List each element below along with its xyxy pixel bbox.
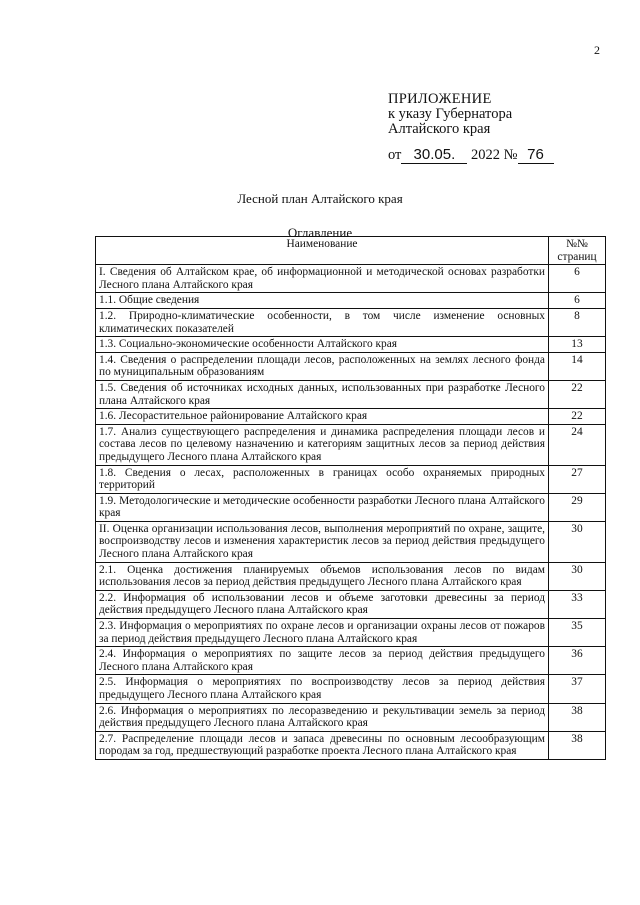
toc-caption: Оглавление <box>287 225 353 240</box>
toc-row-title: 2.6. Информация о мероприятиях по лесоразведению и рекультивации земель за период действия предыдущего Лесного плана Алтайского края <box>96 703 549 731</box>
toc-row-page: 27 <box>549 465 606 493</box>
toc-row-page: 24 <box>549 424 606 465</box>
toc-row-title: 1.3. Социально-экономические особенности Алтайского края <box>96 337 549 353</box>
order-from-label: от <box>388 147 402 163</box>
order-year: 2022 <box>471 147 501 163</box>
toc-row-page: 22 <box>549 409 606 425</box>
toc-row <box>96 409 606 425</box>
toc-row <box>96 380 606 408</box>
order-number-label: № <box>503 147 518 163</box>
toc-col-pages-line2: страниц <box>557 250 597 263</box>
toc-row <box>96 521 606 562</box>
approval-line-2: к указу Губернатора <box>388 106 513 122</box>
toc-row-page: 29 <box>549 493 606 521</box>
toc-row <box>96 493 606 521</box>
order-number: 76 <box>518 146 554 164</box>
order-line <box>388 146 554 164</box>
toc-row <box>96 590 606 618</box>
toc-row-title: 2.7. Распределение площади лесов и запаса древесины по основным лесообразующим породам за год, предшествующий разработке проекта Лесного плана Алтайского края <box>96 731 549 759</box>
toc-row-title: I. Сведения об Алтайском крае, об информационной и методической основах разработки Лесного плана Алтайского края <box>96 265 549 293</box>
toc-row-page: 14 <box>549 352 606 380</box>
toc-row-page: 38 <box>549 703 606 731</box>
approval-line-3: Алтайского края <box>388 121 491 137</box>
toc-row-title: II. Оценка организации использования лесов, выполнения мероприятий по охране, защите, воспроизводству лесов и изменения характеристик лесов за период действия предыдущего Лесного плана Алтайского края <box>96 521 549 562</box>
toc-row-title: 2.3. Информация о мероприятиях по охране лесов и организации охраны лесов от пожаров за период действия предыдущего Лесного плана Алтайского края <box>96 619 549 647</box>
toc-row <box>96 675 606 703</box>
toc-row-title: 1.1. Общие сведения <box>96 293 549 309</box>
toc-row <box>96 465 606 493</box>
approval-block <box>388 92 512 137</box>
toc-col-name: Наименование <box>96 237 549 265</box>
toc-row <box>96 731 606 759</box>
toc-row-title: 2.1. Оценка достижения планируемых объемов использования лесов по видам использования лесов за период действия предыдущего Лесного плана Алтайского края <box>96 562 549 590</box>
toc-table <box>95 236 606 760</box>
toc-row-title: 1.4. Сведения о распределении площади лесов, расположенных на землях лесного фонда по муниципальным образованиям <box>96 352 549 380</box>
toc-row-page: 37 <box>549 675 606 703</box>
toc-row-title: 1.9. Методологические и методические особенности разработки Лесного плана Алтайского края <box>96 493 549 521</box>
toc-row <box>96 265 606 293</box>
toc-row <box>96 424 606 465</box>
toc-row-title: 1.6. Лесорастительное районирование Алтайского края <box>96 409 549 425</box>
toc-row-title: 1.7. Анализ существующего распределения и динамика распределения площади лесов и состава лесов по целевому назначению и категориям защитных лесов за период действия предыдущего Лесного плана Алтайского края <box>96 424 549 465</box>
toc-row-page: 38 <box>549 731 606 759</box>
toc-row-page: 30 <box>549 521 606 562</box>
toc-row-page: 13 <box>549 337 606 353</box>
toc-row <box>96 337 606 353</box>
toc-row-title: 1.5. Сведения об источниках исходных данных, использованных при разработке Лесного плана Алтайского края <box>96 380 549 408</box>
approval-title: ПРИЛОЖЕНИЕ <box>388 91 492 107</box>
toc-row <box>96 703 606 731</box>
toc-row-page: 6 <box>549 265 606 293</box>
toc-row-page: 22 <box>549 380 606 408</box>
toc-row-page: 6 <box>549 293 606 309</box>
toc-col-pages <box>549 237 606 265</box>
toc-row <box>96 352 606 380</box>
toc-row-page: 8 <box>549 308 606 336</box>
toc-row-page: 30 <box>549 562 606 590</box>
toc-row-page: 35 <box>549 619 606 647</box>
toc-body <box>96 265 606 760</box>
toc-row <box>96 308 606 336</box>
toc-col-pages-line1: №№ <box>566 238 588 250</box>
toc-row-page: 36 <box>549 647 606 675</box>
toc-row <box>96 562 606 590</box>
document-title: Лесной план Алтайского края <box>237 191 403 206</box>
toc-row <box>96 647 606 675</box>
toc-header-row <box>96 237 606 265</box>
toc-row-title: 1.2. Природно-климатические особенности, в том числе изменение основных климатических показателей <box>96 308 549 336</box>
toc-row-page: 33 <box>549 590 606 618</box>
toc-row-title: 1.8. Сведения о лесах, расположенных в границах особо охраняемых природных территорий <box>96 465 549 493</box>
toc-row-title: 2.2. Информация об использовании лесов и объеме заготовки древесины за период действия предыдущего Лесного плана Алтайского края <box>96 590 549 618</box>
toc-row <box>96 619 606 647</box>
toc-row-title: 2.5. Информация о мероприятиях по воспроизводству лесов за период действия предыдущего Лесного плана Алтайского края <box>96 675 549 703</box>
toc-row <box>96 293 606 309</box>
toc-row-title: 2.4. Информация о мероприятиях по защите лесов за период действия предыдущего Лесного плана Алтайского края <box>96 647 549 675</box>
page-number: 2 <box>594 43 600 57</box>
order-date: 30.05. <box>401 146 467 164</box>
